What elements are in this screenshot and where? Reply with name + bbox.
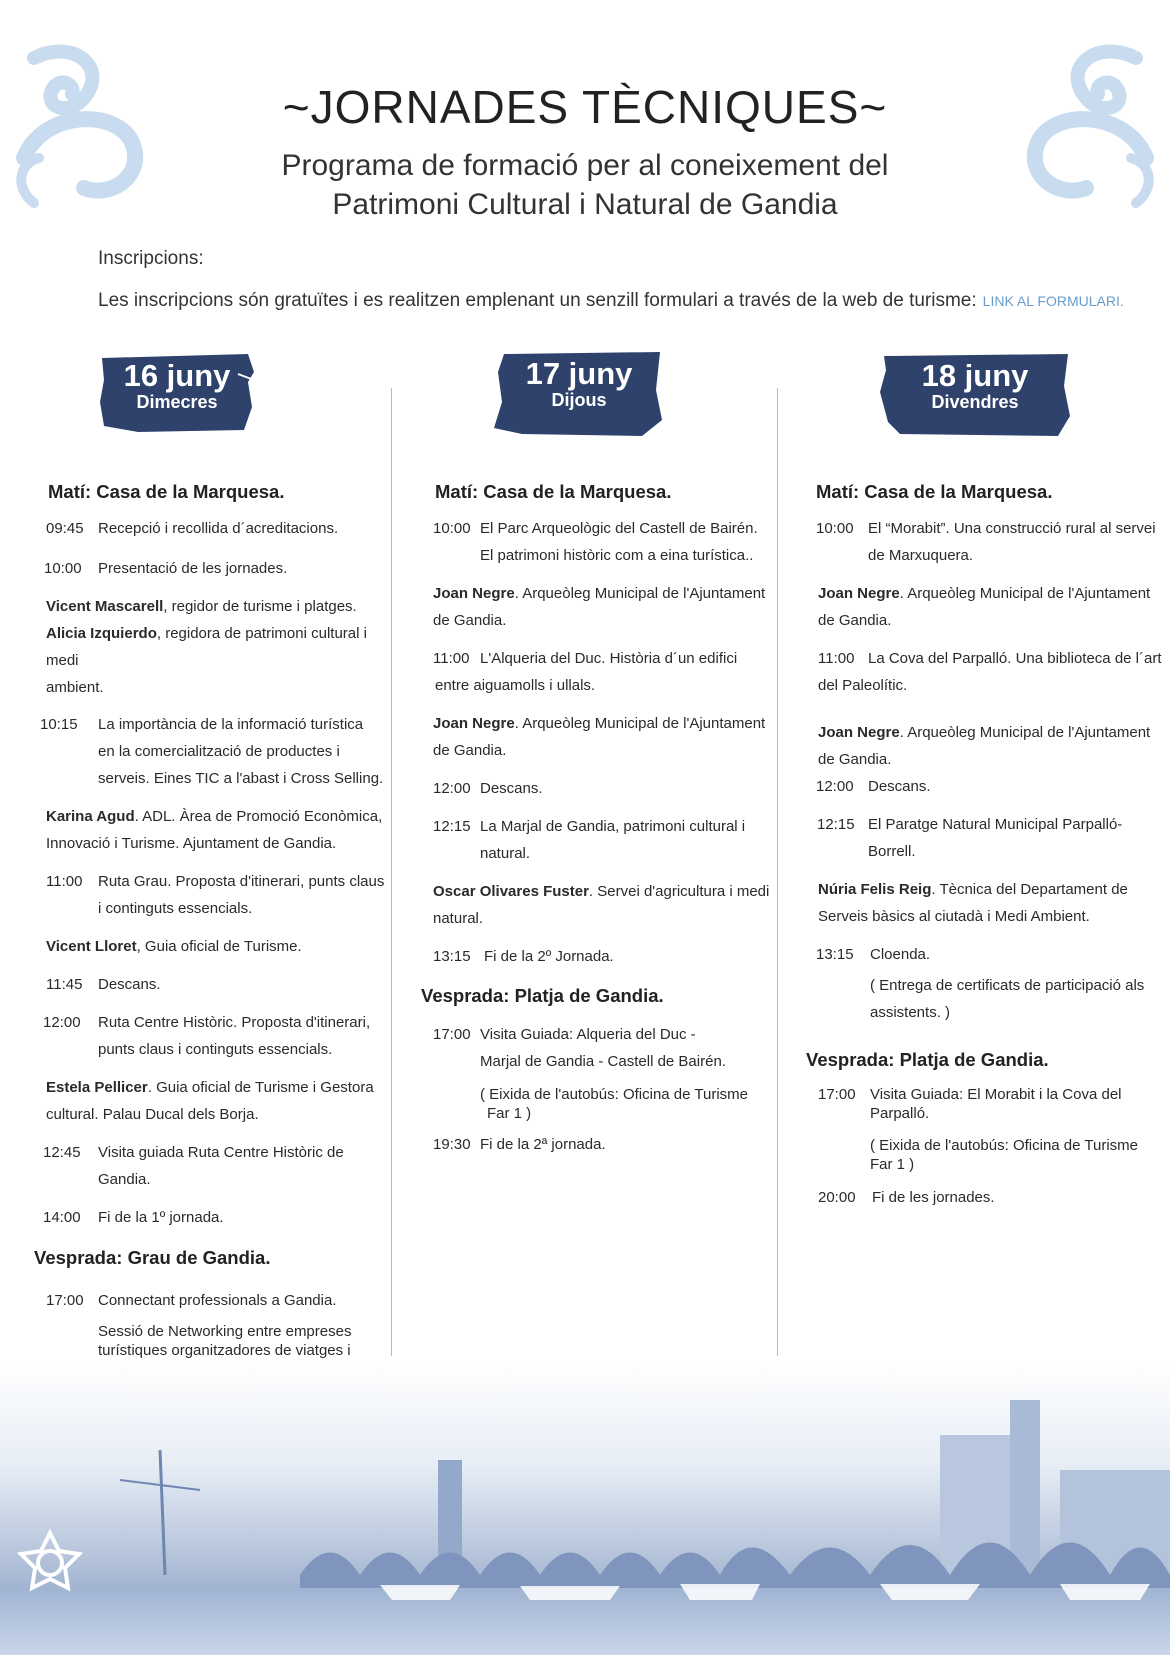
day1-schedule (34, 478, 390, 1468)
schedule-item: 11:00 La Cova del Parpalló. Una biblioteca de l´art del Paleolític. (818, 650, 1162, 694)
event-note: ( Eixida de l'autobús: Oficina de Turisme Far 1 ) (480, 1086, 748, 1122)
harbour-skyline-illustration (0, 1360, 1170, 1655)
schedule-item: 10:15 La importància de la informació turística en la comercialització de productes i serveis. Eines TIC a l'abast i Cross Selling. (40, 716, 384, 787)
registration-form-link[interactable]: LINK AL FORMULARI. (982, 293, 1124, 309)
section-heading: Vesprada: Platja de Gandia. (421, 985, 664, 1006)
schedule-item: 12:00 Descans. (816, 778, 931, 795)
section-heading: Matí: Casa de la Marquesa. (48, 481, 285, 502)
schedule-item: 10:00 Presentació de les jornades. (44, 560, 288, 577)
schedule-item: 11:00 Ruta Grau. Proposta d'itinerari, punts claus i continguts essencials. (46, 873, 385, 917)
day3-schedule (806, 478, 1162, 1211)
speaker-info: Joan Negre. Arqueòleg Municipal de l'Ajuntament de Gandia. (433, 585, 766, 629)
schedule-item: 11:00 L'Alqueria del Duc. Història d´un edifici entre aiguamolls i ullals. (433, 650, 738, 694)
section-heading: Vesprada: Grau de Gandia. (34, 1247, 271, 1268)
event-note: Sessió de Networking entre empreses turístiques organitzadores de viatges i (98, 1323, 352, 1359)
speaker-info: Vicent Lloret, Guia oficial de Turisme. (46, 938, 302, 955)
schedule-item: 17:00 Visita Guiada: Alqueria del Duc - Marjal de Gandia - Castell de Bairén. (433, 1026, 726, 1070)
schedule-item: 10:00 El “Morabit”. Una construcció rural al servei de Marxuquera. (816, 520, 1156, 564)
schedule-item: 11:45 Descans. (46, 976, 161, 993)
section-heading: Vesprada: Platja de Gandia. (806, 1049, 1049, 1070)
schedule-item: 12:15 La Marjal de Gandia, patrimoni cultural i natural. (433, 818, 746, 862)
event-note: ( Eixida de l'autobús: Oficina de Turisme Far 1 ) (870, 1137, 1138, 1173)
section-heading: Matí: Casa de la Marquesa. (816, 481, 1053, 502)
speaker-info: Núria Felis Reig. Tècnica del Departament de Serveis bàsics al ciutadà i Medi Ambient. (818, 881, 1128, 925)
day2-schedule (420, 478, 770, 1158)
speaker-info: Oscar Olivares Fuster. Servei d'agricultura i medi natural. (433, 883, 770, 927)
day-badge-17: 17 juny Dijous (492, 350, 666, 432)
day-badge-16: 16 juny Dimecres (98, 352, 256, 434)
column-divider-2 (777, 388, 778, 1356)
day-badge-18: 18 juny Divendres (878, 352, 1072, 434)
speaker-info: Vicent Mascarell, regidor de turisme i platges. Alicia Izquierdo, regidora de patrimoni cultural i medi ambient. (46, 598, 367, 696)
event-note: ( Entrega de certificats de participació als assistents. ) (870, 977, 1145, 1021)
inscriptions-label: Inscripcions: (98, 248, 204, 269)
schedule-item: 09:45 Recepció i recollida d´acreditacions. (46, 520, 339, 537)
schedule-item: 12:45 Visita guiada Ruta Centre Històric de Gandia. (43, 1144, 344, 1188)
schedule-item: 13:15 Cloenda. (816, 946, 931, 963)
speaker-info: Estela Pellicer. Guia oficial de Turisme i Gestora cultural. Palau Ducal dels Borja. (46, 1079, 374, 1123)
schedule-item: 17:00 Visita Guiada: El Morabit i la Cova del Parpalló. (818, 1086, 1122, 1122)
inscriptions-text: Les inscripcions són gratuïtes i es realitzen emplenant un senzill formulari a través de la web de turisme: LINK AL FORMULARI. (98, 290, 1124, 311)
schedule-item: 12:15 El Paratge Natural Municipal Parpalló-Borrell. (817, 816, 1123, 860)
speaker-info: Joan Negre. Arqueòleg Municipal de l'Ajuntament de Gandia. (433, 715, 766, 759)
column-divider-1 (391, 388, 392, 1356)
speaker-info: Joan Negre. Arqueòleg Municipal de l'Ajuntament de Gandia. (818, 724, 1151, 768)
speaker-info: Joan Negre. Arqueòleg Municipal de l'Ajuntament de Gandia. (818, 585, 1151, 629)
schedule-item: 17:00 Connectant professionals a Gandia. (46, 1292, 337, 1309)
schedule-item: 13:15 Fi de la 2º Jornada. (433, 948, 614, 965)
page-subtitle: Programa de formació per al coneixement del Patrimoni Cultural i Natural de Gandia (281, 149, 889, 221)
speaker-info: Karina Agud. ADL. Àrea de Promoció Econòmica, Innovació i Turisme. Ajuntament de Gandia. (46, 808, 383, 852)
schedule-item: 12:00 Descans. (433, 780, 543, 797)
schedule-item: 10:00 El Parc Arqueològic del Castell de Bairén. El patrimoni històric com a eina turística.. (433, 520, 758, 564)
schedule-item: 14:00 Fi de la 1º jornada. (43, 1209, 224, 1226)
schedule-item: 12:00 Ruta Centre Històric. Proposta d'itinerari, punts claus i continguts essencials. (43, 1014, 371, 1058)
section-heading: Matí: Casa de la Marquesa. (435, 481, 672, 502)
schedule-item: 20:00 Fi de les jornades. (818, 1189, 995, 1206)
page-title: ~JORNADES TÈCNIQUES~ (282, 81, 888, 133)
schedule-item: 19:30 Fi de la 2ª jornada. (433, 1136, 606, 1153)
